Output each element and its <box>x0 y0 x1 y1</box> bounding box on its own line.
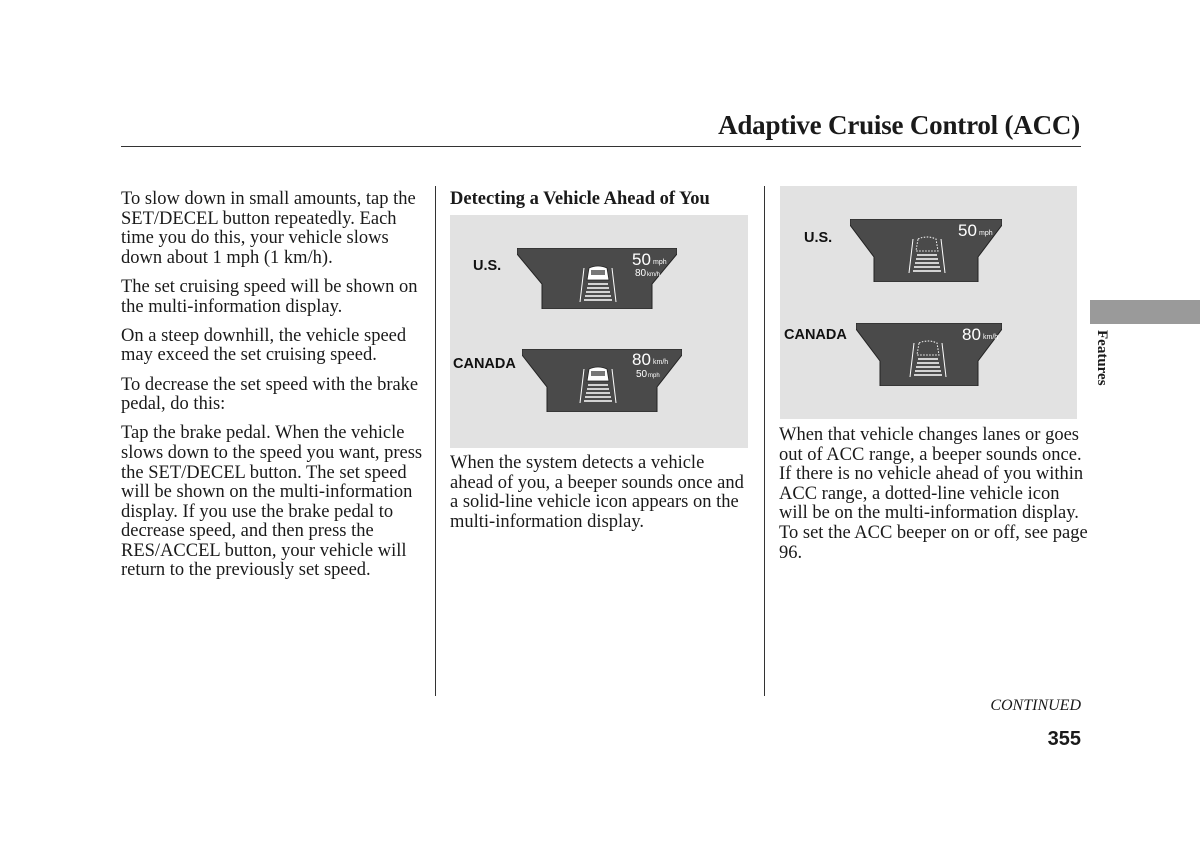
paragraph: Tap the brake pedal. When the vehicle slows down to the speed you want, press the SET/DECEL button. The set speed will be shown on the multi-information display. If you use the brake pedal to decrease speed, and then press the RES/ACCEL button, your vehicle will return to the previously set speed. <box>121 423 423 581</box>
set-speed-unit: mph <box>979 230 993 237</box>
page-number: 355 <box>1047 728 1081 750</box>
figure-vehicle-detected <box>450 215 748 448</box>
secondary-speed-unit: mph <box>648 373 660 379</box>
column-3 <box>779 426 1089 563</box>
column-1 <box>121 190 426 591</box>
mid-display-canada <box>522 349 682 412</box>
secondary-speed-value: 80 <box>635 268 647 279</box>
set-speed-value: 50 <box>632 250 651 269</box>
set-speed-value: 80 <box>962 325 981 344</box>
secondary-speed-unit: km/h <box>647 272 661 278</box>
region-label-us: U.S. <box>473 258 502 274</box>
paragraph: On a steep downhill, the vehicle speed may exceed the set cruising speed. <box>121 325 407 366</box>
section-tab <box>1090 300 1200 324</box>
region-label-us: U.S. <box>804 230 833 246</box>
continued-label: CONTINUED <box>990 697 1081 714</box>
figure-vehicle-not-detected <box>780 186 1077 419</box>
paragraph: To set the ACC beeper on or off, see page 96. <box>779 522 1088 563</box>
title-rule <box>121 146 1081 147</box>
paragraph: When that vehicle changes lanes or goes out of ACC range, a beeper sounds once. If there is no vehicle ahead of you within ACC range, a dotted-line vehicle icon will be on the multi-information display. <box>779 425 1084 524</box>
mid-display-us <box>517 248 677 309</box>
set-speed-unit: km/h <box>983 334 999 341</box>
set-speed-unit: mph <box>653 259 667 266</box>
mid-display-us <box>850 219 1002 282</box>
column-2-text: When the system detects a vehicle ahead of you, a beeper sounds once and a solid-line vehicle icon appears on the multi-information display. <box>450 453 744 532</box>
set-speed-value: 80 <box>632 350 651 369</box>
section-heading: Detecting a Vehicle Ahead of You <box>450 189 710 209</box>
mid-display-canada <box>856 323 1002 386</box>
region-label-canada: CANADA <box>784 327 847 343</box>
column-divider <box>764 186 765 696</box>
set-speed-unit: km/h <box>653 359 669 366</box>
section-tab-label: Features <box>1094 330 1110 386</box>
paragraph: To decrease the set speed with the brake pedal, do this: <box>121 374 419 415</box>
page-title: Adaptive Cruise Control (ACC) <box>718 110 1080 140</box>
secondary-speed-value: 50 <box>636 369 648 380</box>
column-divider <box>435 186 436 696</box>
paragraph: The set cruising speed will be shown on the multi-information display. <box>121 276 418 317</box>
set-speed-value: 50 <box>958 221 977 240</box>
region-label-canada: CANADA <box>453 356 516 372</box>
paragraph: To slow down in small amounts, tap the SET/DECEL button repeatedly. Each time you do this, your vehicle slows down about 1 mph (1 km/h). <box>121 189 416 268</box>
